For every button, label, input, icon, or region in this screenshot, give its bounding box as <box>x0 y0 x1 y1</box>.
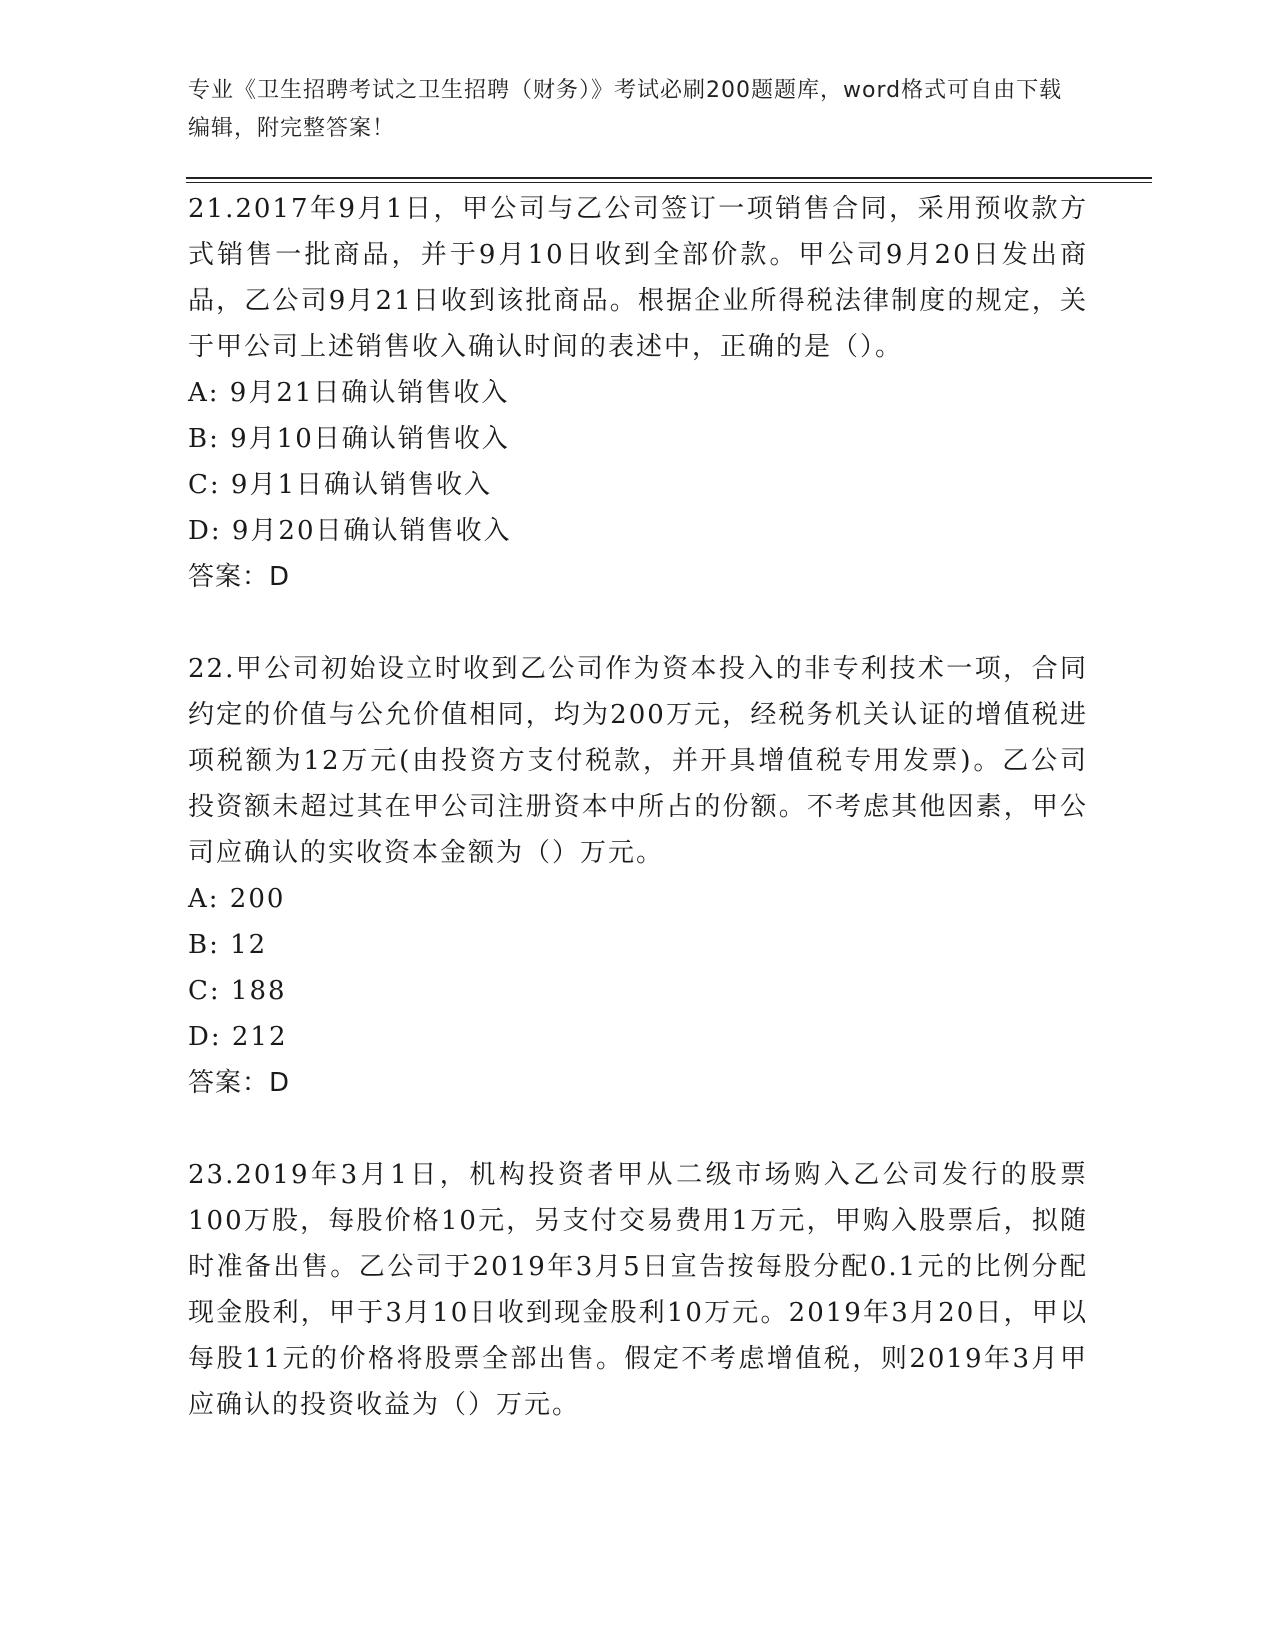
option-a: A: 9月21日确认销售收入 <box>188 378 510 408</box>
option-a: A: 200 <box>188 884 286 914</box>
question-22 <box>188 646 1088 1106</box>
question-stem: 23.2019年3月1日，机构投资者甲从二级市场购入乙公司发行的股票100万股，每股价格10元，另支付交易费用1万元，甲购入股票后，拟随时准备出售。乙公司于2019年3月5日宣告按每股分配0.1元的比例分配现金股利，甲于3月10日收到现金股利10万元。2019年3月20日，甲以每股11元的价格将股票全部出售。假定不考虑增值税，则2019年3月甲应确认的投资收益为（）万元。 <box>188 1160 1088 1420</box>
document-header: 专业《卫生招聘考试之卫生招聘（财务）》考试必刷200题题库，word格式可自由下载编辑，附完整答案！ <box>188 78 1063 141</box>
header-divider <box>186 177 1152 183</box>
option-b: B: 12 <box>188 930 268 960</box>
answer-label: 答案：D <box>188 1068 291 1098</box>
question-stem: 21.2017年9月1日，甲公司与乙公司签订一项销售合同，采用预收款方式销售一批商品，并于9月10日收到全部价款。甲公司9月20日发出商品，乙公司9月21日收到该批商品。根据企业所得税法律制度的规定，关于甲公司上述销售收入确认时间的表述中，正确的是（）。 <box>188 194 1088 362</box>
question-23 <box>188 1152 1088 1428</box>
question-21 <box>188 186 1088 600</box>
option-c: C: 9月1日确认销售收入 <box>188 470 493 500</box>
question-list <box>188 186 1088 1474</box>
option-c: C: 188 <box>188 976 287 1006</box>
question-stem: 22.甲公司初始设立时收到乙公司作为资本投入的非专利技术一项，合同约定的价值与公允价值相同，均为200万元，经税务机关认证的增值税进项税额为12万元(由投资方支付税款，并开具增值税专用发票)。乙公司投资额未超过其在甲公司注册资本中所占的份额。不考虑其他因素，甲公司应确认的实收资本金额为（）万元。 <box>188 654 1088 868</box>
answer-label: 答案：D <box>188 562 291 592</box>
option-d: D: 9月20日确认销售收入 <box>188 516 512 546</box>
option-b: B: 9月10日确认销售收入 <box>188 424 510 454</box>
option-d: D: 212 <box>188 1022 288 1052</box>
